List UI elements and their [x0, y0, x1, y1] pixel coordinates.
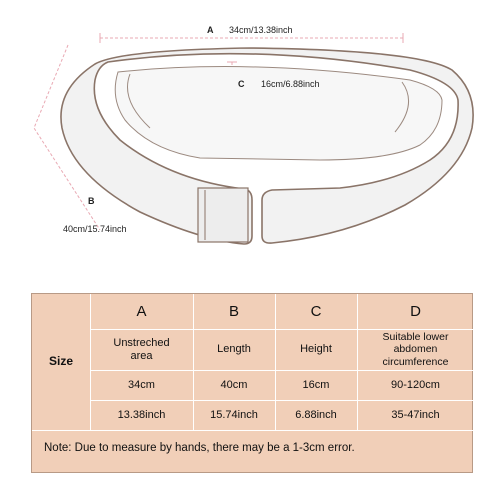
- belt-illustration: [61, 48, 473, 244]
- dimension-a-label: [207, 25, 214, 35]
- dimension-b-label: [88, 196, 95, 206]
- description-c: Height: [300, 343, 332, 356]
- imperial-a: 13.38inch: [117, 408, 166, 421]
- imperial-b: 15.74inch: [210, 408, 258, 421]
- metric-d: 90-120cm: [391, 378, 440, 391]
- metric-c: 16cm: [302, 378, 330, 391]
- dimension-b-letter: B: [88, 196, 95, 206]
- metric-b: 40cm: [220, 378, 248, 391]
- header-a: A: [136, 302, 147, 320]
- size-row-label: Size: [48, 354, 73, 369]
- measurement-note: Note: Due to measure by hands, there may be a 1-3cm error.: [44, 442, 355, 454]
- imperial-d: 35-47inch: [391, 408, 440, 421]
- dimension-c-letter: C: [238, 79, 245, 89]
- description-a: Unstreched area: [113, 336, 170, 362]
- dimension-b-value: 40cm/15.74inch: [63, 224, 127, 234]
- dimension-c-value: 16cm/6.88inch: [261, 79, 320, 89]
- imperial-c: 6.88inch: [295, 408, 337, 421]
- description-b: Length: [217, 343, 251, 356]
- description-d: Suitable lower abdomen circumference: [382, 331, 449, 368]
- size-table: [31, 293, 473, 473]
- metric-a: 34cm: [128, 378, 155, 391]
- header-c: C: [310, 302, 322, 320]
- dimension-a-letter: A: [207, 25, 214, 35]
- dimension-a-value: 34cm/13.38inch: [229, 25, 293, 35]
- header-d: D: [410, 302, 421, 320]
- header-b: B: [228, 302, 239, 320]
- dimension-c-label: [238, 79, 245, 89]
